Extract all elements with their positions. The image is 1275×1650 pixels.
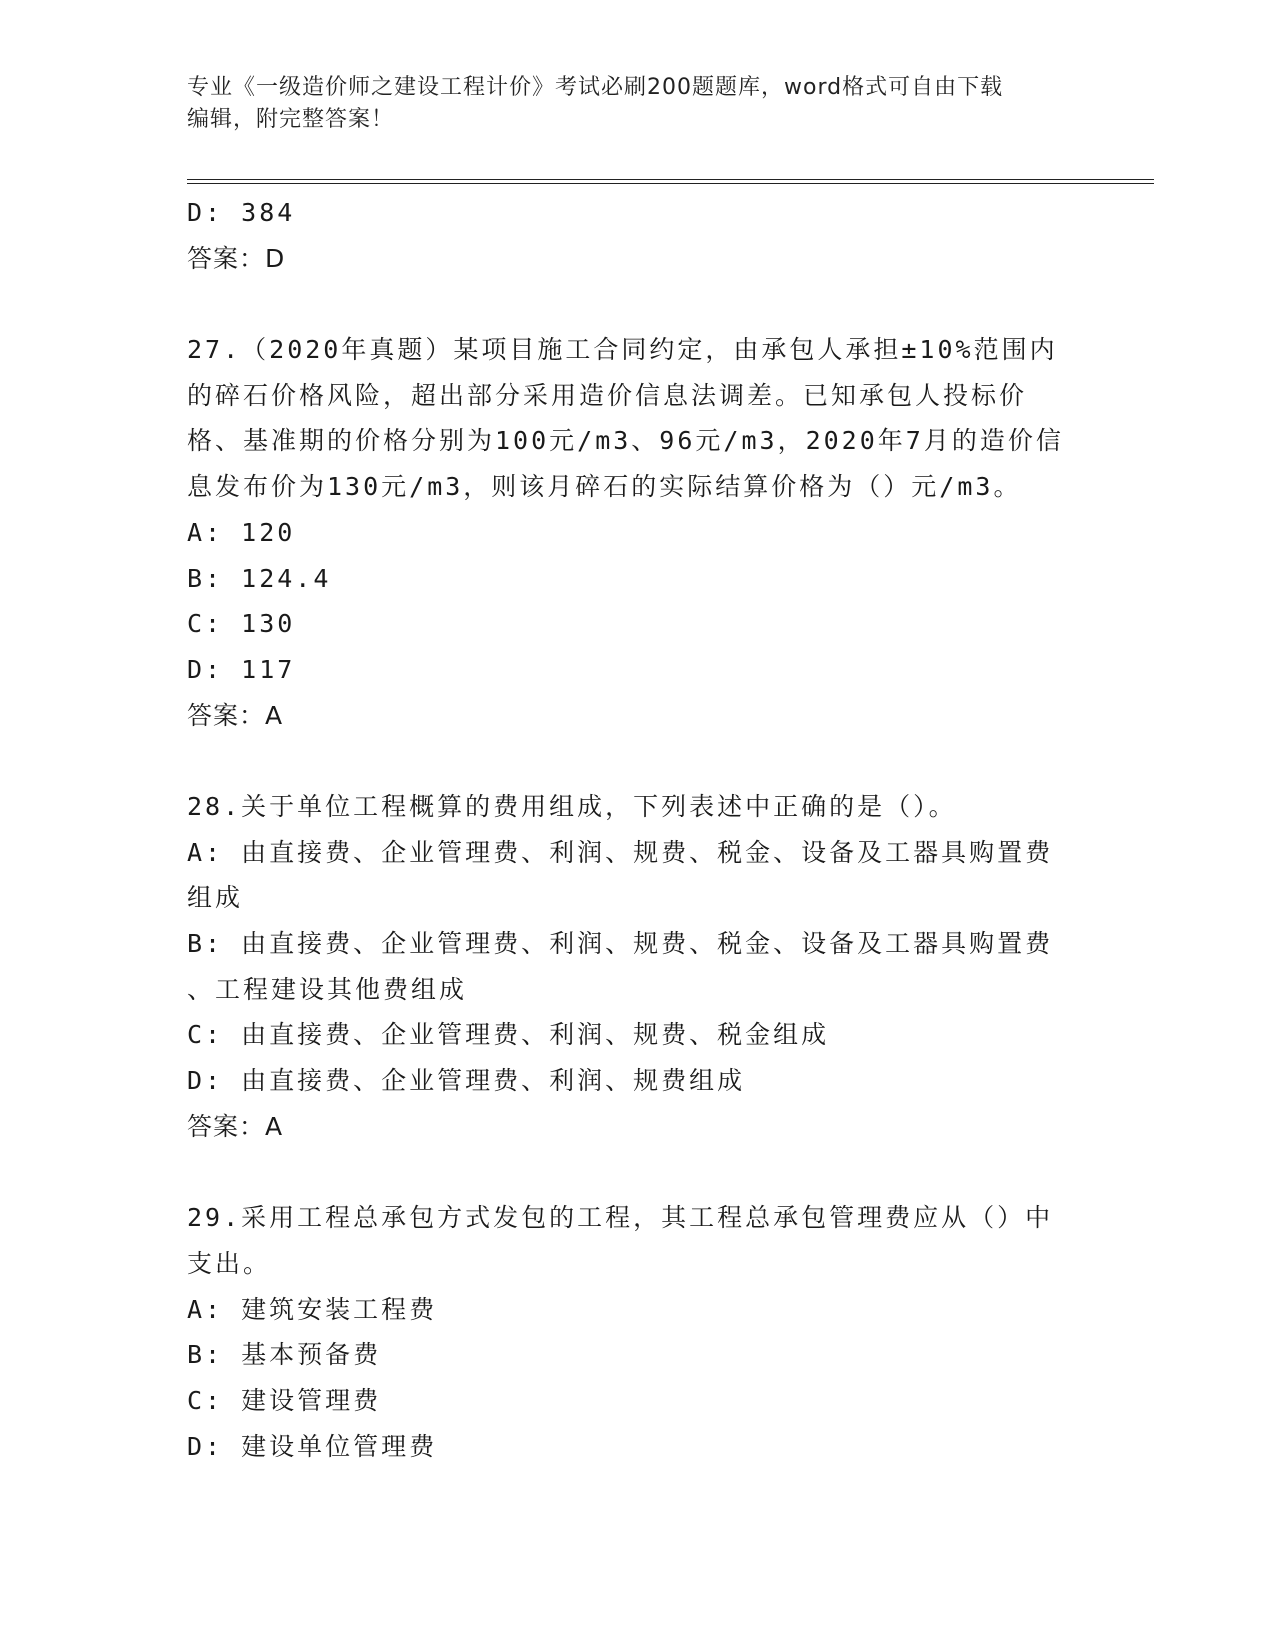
document-body bbox=[187, 190, 1067, 1469]
option-d: D: 建设单位管理费 bbox=[187, 1431, 438, 1461]
answer: 答案：A bbox=[187, 700, 284, 730]
question-stem-line: 支出。 bbox=[187, 1248, 272, 1278]
option-a-continued: 组成 bbox=[187, 883, 244, 913]
option-b: B: 基本预备费 bbox=[187, 1340, 382, 1370]
question-stem-line: 息发布价为130元/m3，则该月碎石的实际结算价格为（）元/m3。 bbox=[187, 472, 1022, 502]
option-a: A: 由直接费、企业管理费、利润、规费、税金、设备及工器具购置费 bbox=[187, 837, 1054, 867]
option-c: C: 建设管理费 bbox=[187, 1385, 382, 1415]
header-line-1: 专业《一级造价师之建设工程计价》考试必刷200题题库，word格式可自由下载 bbox=[187, 75, 1004, 100]
question-stem-line: 28.关于单位工程概算的费用组成，下列表述中正确的是（）。 bbox=[187, 791, 957, 821]
option-b: B: 由直接费、企业管理费、利润、规费、税金、设备及工器具购置费 bbox=[187, 929, 1054, 958]
option-d: D: 117 bbox=[187, 654, 296, 684]
question-29 bbox=[187, 1195, 1067, 1469]
question-stem-line: 格、基准期的价格分别为100元/m3、96元/m3，2020年7月的造价信 bbox=[187, 426, 1064, 456]
header-line-2: 编辑，附完整答案！ bbox=[187, 107, 395, 132]
option-d: D: 由直接费、企业管理费、利润、规费组成 bbox=[187, 1066, 746, 1096]
spacer bbox=[187, 1149, 1067, 1195]
question-27 bbox=[187, 327, 1067, 738]
spacer bbox=[187, 281, 1067, 327]
question-stem-line: 的碎石价格风险，超出部分采用造价信息法调差。已知承包人投标价 bbox=[187, 380, 1028, 410]
option-b: B: 124.4 bbox=[187, 563, 332, 593]
option-a: A: 120 bbox=[187, 517, 296, 547]
header-divider-top bbox=[187, 179, 1154, 180]
question-28 bbox=[187, 784, 1067, 1150]
option-c: C: 130 bbox=[187, 609, 296, 639]
option-a: A: 建筑安装工程费 bbox=[187, 1294, 438, 1324]
answer: 答案：A bbox=[187, 1111, 284, 1141]
question-stem-line: 29.采用工程总承包方式发包的工程，其工程总承包管理费应从（）中 bbox=[187, 1203, 1054, 1233]
question-stem-line: 27.（2020年真题）某项目施工合同约定，由承包人承担±10%范围内 bbox=[187, 335, 1058, 365]
option-b-continued: 、工程建设其他费组成 bbox=[187, 974, 468, 1004]
prev-option-d: D: 384 bbox=[187, 198, 296, 227]
page-header bbox=[187, 72, 1087, 136]
spacer bbox=[187, 738, 1067, 784]
prev-answer: 答案：D bbox=[187, 243, 286, 273]
option-c: C: 由直接费、企业管理费、利润、规费、税金组成 bbox=[187, 1020, 830, 1050]
header-divider-bottom bbox=[187, 183, 1154, 184]
